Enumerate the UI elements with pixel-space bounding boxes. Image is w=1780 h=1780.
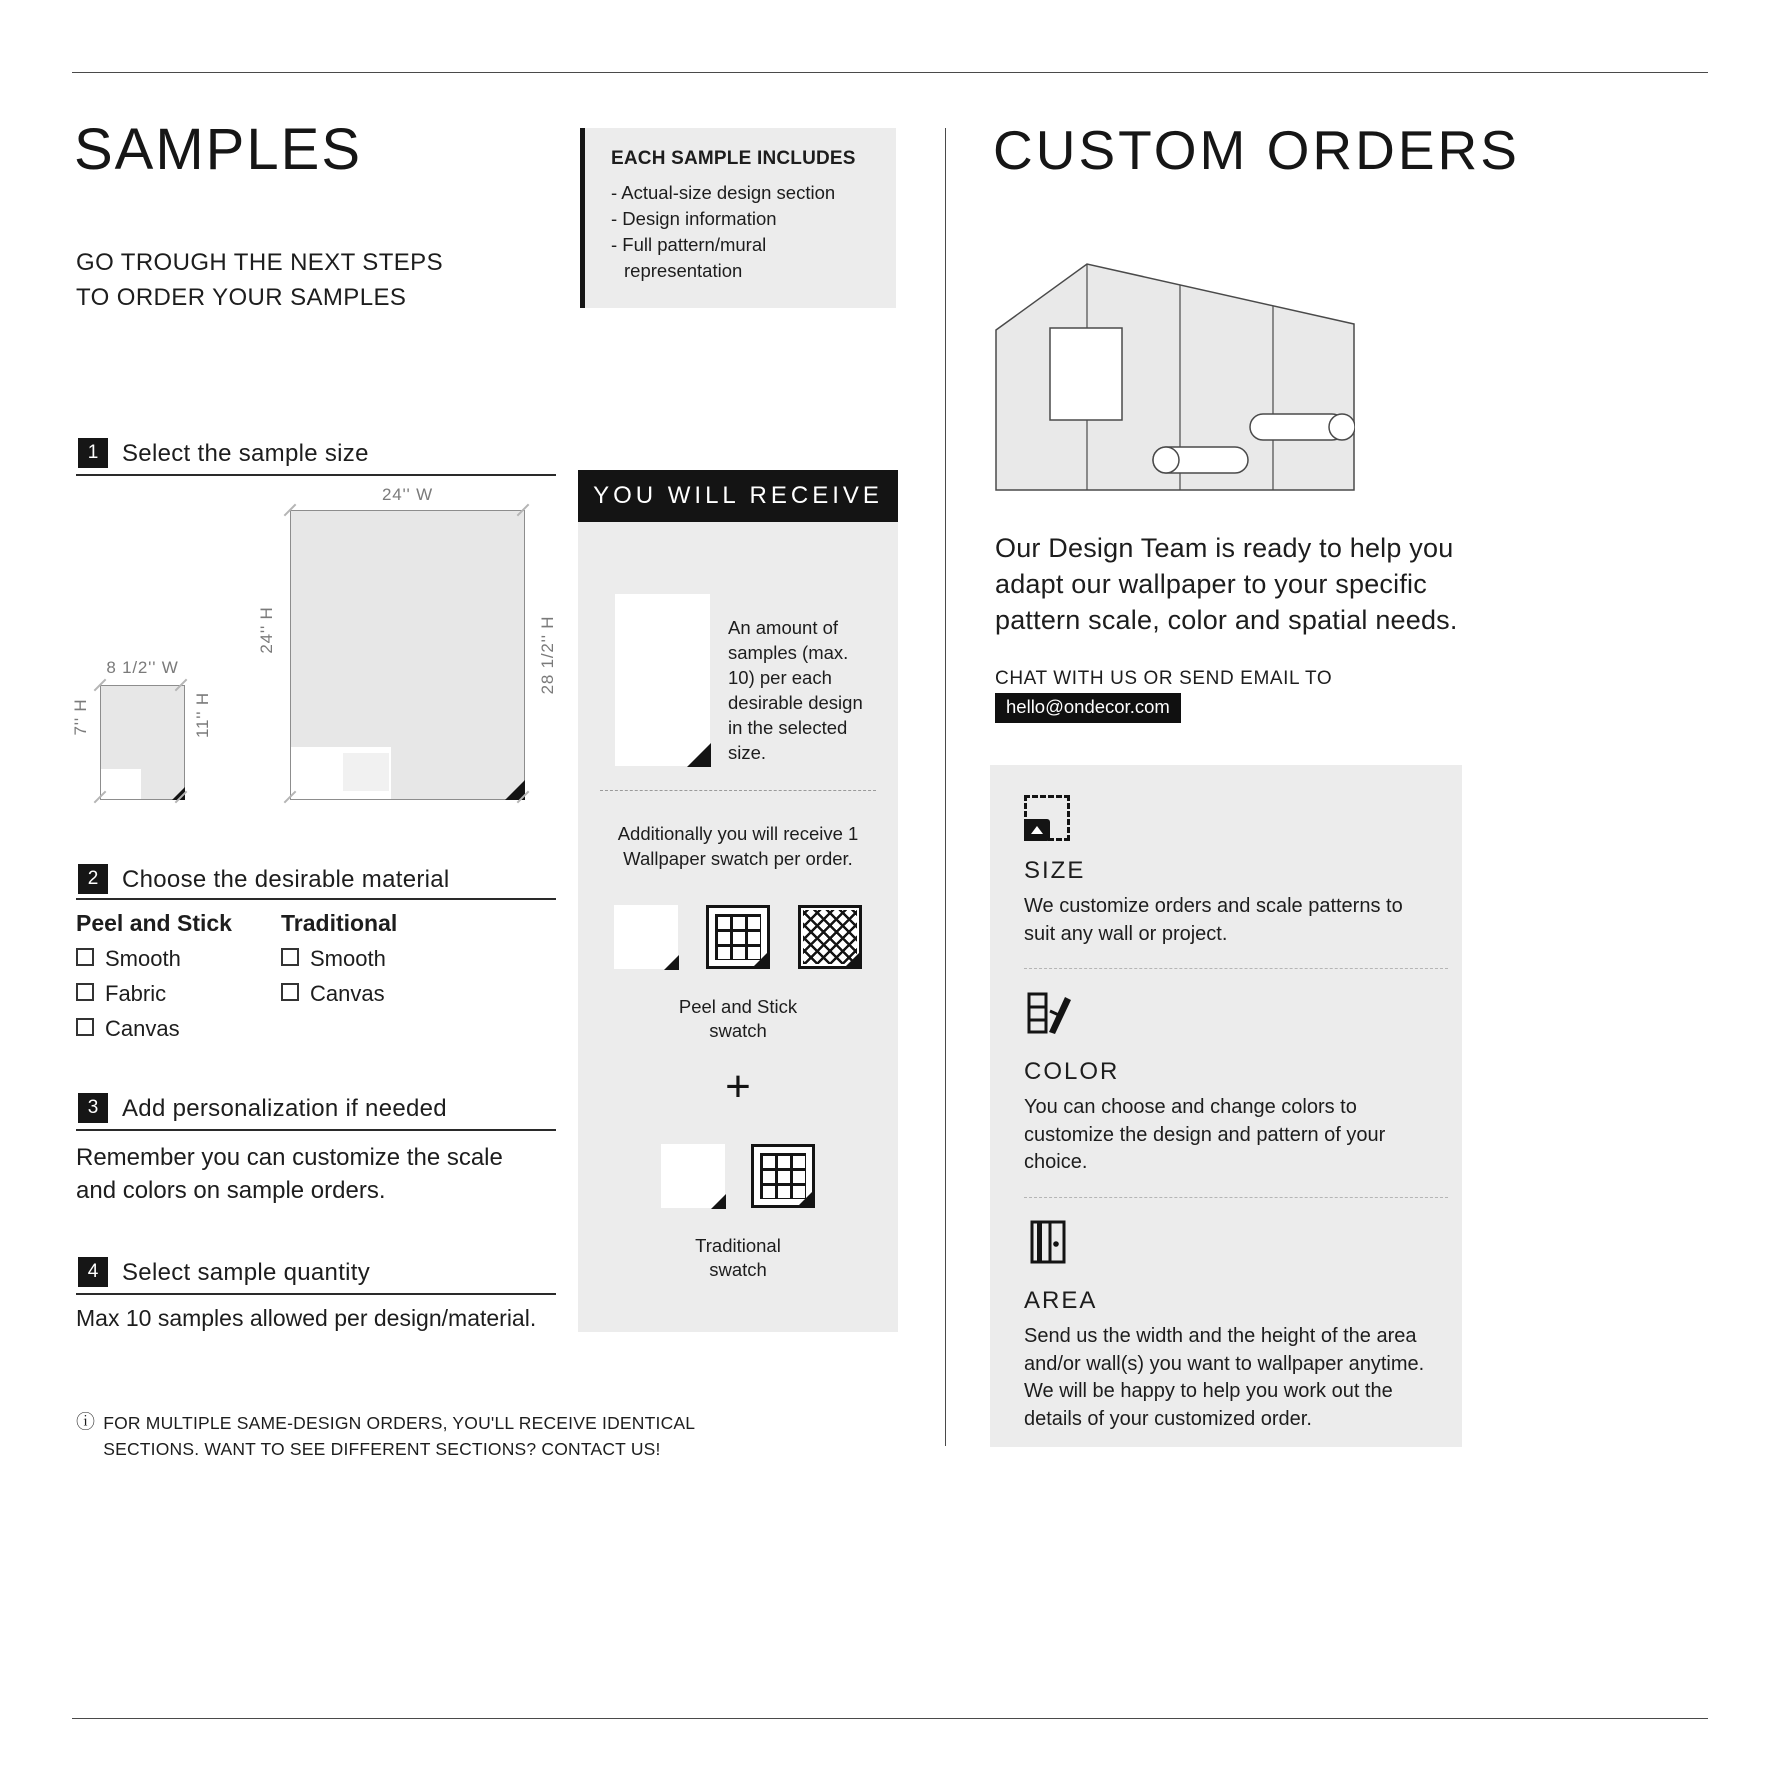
material-option-row: [281, 946, 386, 972]
note-text: [103, 1410, 695, 1463]
step-4-underline: [76, 1293, 556, 1295]
note-row: [76, 1410, 716, 1463]
large-sample-section-inner: [343, 753, 389, 791]
step-4-number: 4: [78, 1257, 108, 1287]
multiple-orders-note: [76, 1410, 716, 1463]
plain-swatch-icon: [661, 1144, 725, 1208]
material-option-row: [76, 981, 181, 1007]
traditional-swatch-label-line1: Traditional: [695, 1235, 781, 1256]
folded-corner-icon: [664, 955, 679, 970]
material-option-row: [76, 1016, 181, 1042]
peel-and-stick-title: Peel and Stick: [76, 910, 232, 936]
samples-intro-line2: TO ORDER YOUR SAMPLES: [76, 283, 407, 311]
grid-swatch-icon: [751, 1144, 815, 1208]
step-4-label: Select sample quantity: [122, 1259, 371, 1286]
you-will-receive-header: [578, 470, 898, 522]
note-line1: FOR MULTIPLE SAME-DESIGN ORDERS, YOU'LL RECEIVE IDENTICAL: [103, 1413, 696, 1433]
samples-intro: [76, 246, 443, 316]
feature-size-text: We customize orders and scale patterns to suit any wall or project.: [1024, 895, 1403, 945]
step-3-number: 3: [78, 1093, 108, 1123]
mountain-glyph: [1031, 826, 1043, 834]
feature-color: [1024, 989, 1428, 1177]
feature-area-heading: AREA: [1024, 1286, 1098, 1314]
color-icon: [1024, 989, 1072, 1037]
feature-area-text: Send us the width and the height of the area and/or wall(s) you want to wallpaper anytime. We will be happy to help you work out the details of your customized order.: [1024, 1324, 1425, 1430]
folded-corner-icon: [845, 952, 860, 967]
checkbox-peel-fabric[interactable]: [76, 983, 94, 1001]
peel-swatch-label-line1: Peel and Stick: [678, 996, 798, 1017]
step-3-underline: [76, 1129, 556, 1131]
small-sample-section: [101, 769, 141, 799]
step-1-number: 1: [78, 438, 108, 468]
feature-color-text: You can choose and change colors to customize the design and pattern of your choice.: [1024, 1096, 1386, 1174]
dim-large-width: 24'' W: [382, 485, 433, 504]
chat-label: CHAT WITH US OR SEND EMAIL TO: [995, 668, 1333, 689]
size-icon: [1024, 795, 1070, 841]
dim-small-height-left: 7'' H: [71, 698, 90, 736]
framed-sample: [1050, 328, 1122, 420]
peel-swatch-label: [578, 995, 898, 1043]
image-glyph: [1024, 819, 1050, 841]
traditional-options-list: [281, 946, 386, 1016]
area-icon: [1024, 1218, 1072, 1266]
step-2-underline: [76, 898, 556, 900]
note-line2: SECTIONS. WANT TO SEE DIFFERENT SECTIONS? CONTACT US!: [103, 1439, 661, 1460]
dim-large-height-left: 24'' H: [257, 606, 276, 654]
custom-intro-text: Our Design Team is ready to help you adapt our wallpaper to your specific pattern scale, color and spatial needs.: [995, 533, 1458, 636]
traditional-swatch-label-line2: swatch: [709, 1259, 767, 1281]
step-2-number: 2: [78, 864, 108, 894]
option-label: Smooth: [310, 946, 386, 971]
option-label: Canvas: [310, 981, 385, 1006]
checkbox-trad-smooth[interactable]: [281, 948, 299, 966]
sample-size-diagram: [71, 485, 565, 820]
material-option-row: [76, 946, 181, 972]
bottom-rule: [72, 1718, 1708, 1719]
peel-options-list: [76, 946, 181, 1051]
checkbox-trad-canvas[interactable]: [281, 983, 299, 1001]
folded-corner-icon: [753, 952, 768, 967]
feature-color-heading: COLOR: [1024, 1058, 1120, 1086]
feature-size-heading: SIZE: [1024, 857, 1086, 884]
traditional-swatch-label: [578, 1234, 898, 1282]
sample-sheet-icon: [615, 594, 710, 766]
crosshatch-swatch-icon: [798, 905, 862, 969]
option-label: Smooth: [105, 946, 181, 971]
dashed-divider: [1024, 1197, 1448, 1198]
top-rule: [72, 72, 1708, 73]
dim-small-height-right: 11'' H: [193, 692, 212, 738]
dashed-divider: [1024, 968, 1448, 969]
each-sample-includes-box: [580, 128, 896, 308]
wallpaper-house-illustration: [995, 262, 1355, 492]
small-sample-rect: [100, 685, 185, 800]
includes-item: - Full pattern/mural representation: [611, 233, 767, 281]
custom-features-panel: [990, 765, 1462, 1447]
step-3-label: Add personalization if needed: [122, 1095, 447, 1122]
step-2-label: Choose the desirable material: [122, 866, 450, 893]
peel-swatch-label-line2: swatch: [709, 1020, 767, 1042]
includes-item: - Actual-size design section: [611, 182, 836, 203]
checkbox-peel-smooth[interactable]: [76, 948, 94, 966]
folded-corner-icon: [711, 1194, 726, 1209]
you-will-receive-panel: [578, 522, 898, 1332]
additional-swatch-text: Additionally you will receive 1 Wallpaper swatch per order.: [617, 823, 859, 869]
plus-sign: +: [725, 1062, 751, 1111]
checkbox-peel-canvas[interactable]: [76, 1018, 94, 1036]
plain-swatch-icon: [614, 905, 678, 969]
feature-size: [1024, 795, 1428, 948]
column-divider: [945, 128, 946, 1446]
traditional-title: Traditional: [281, 910, 398, 936]
step-3-text: Remember you can customize the scale and colors on sample orders.: [76, 1144, 503, 1205]
folded-corner-icon: [687, 743, 711, 767]
material-option-row: [281, 981, 386, 1007]
step-4-text: Max 10 samples allowed per design/material.: [76, 1305, 537, 1331]
option-label: Fabric: [105, 981, 167, 1006]
dashed-divider: [600, 790, 876, 791]
samples-intro-line1: GO TROUGH THE NEXT STEPS: [76, 249, 443, 276]
large-sample-rect: [290, 510, 525, 800]
custom-orders-title: CUSTOM ORDERS: [993, 119, 1520, 181]
feature-area: [1024, 1218, 1428, 1433]
step-1-label: Select the sample size: [122, 440, 369, 467]
includes-title: EACH SAMPLE INCLUDES: [611, 148, 856, 169]
samples-amount-text: An amount of samples (max. 10) per each desirable design in the selected size.: [728, 617, 863, 763]
option-label: Canvas: [105, 1016, 180, 1041]
info-icon: ⓘ: [76, 1412, 96, 1433]
you-will-receive-title: YOU WILL RECEIVE: [593, 482, 883, 509]
samples-title: SAMPLES: [74, 117, 362, 182]
folded-corner-icon: [798, 1191, 813, 1206]
step-1-underline: [76, 474, 556, 476]
dim-small-width: 8 1/2'' W: [106, 658, 179, 677]
grid-swatch-icon: [706, 905, 770, 969]
includes-item: - Design information: [611, 207, 777, 229]
dim-large-height-right: 28 1/2'' H: [538, 615, 557, 695]
email-badge[interactable]: hello@ondecor.com: [995, 693, 1181, 723]
